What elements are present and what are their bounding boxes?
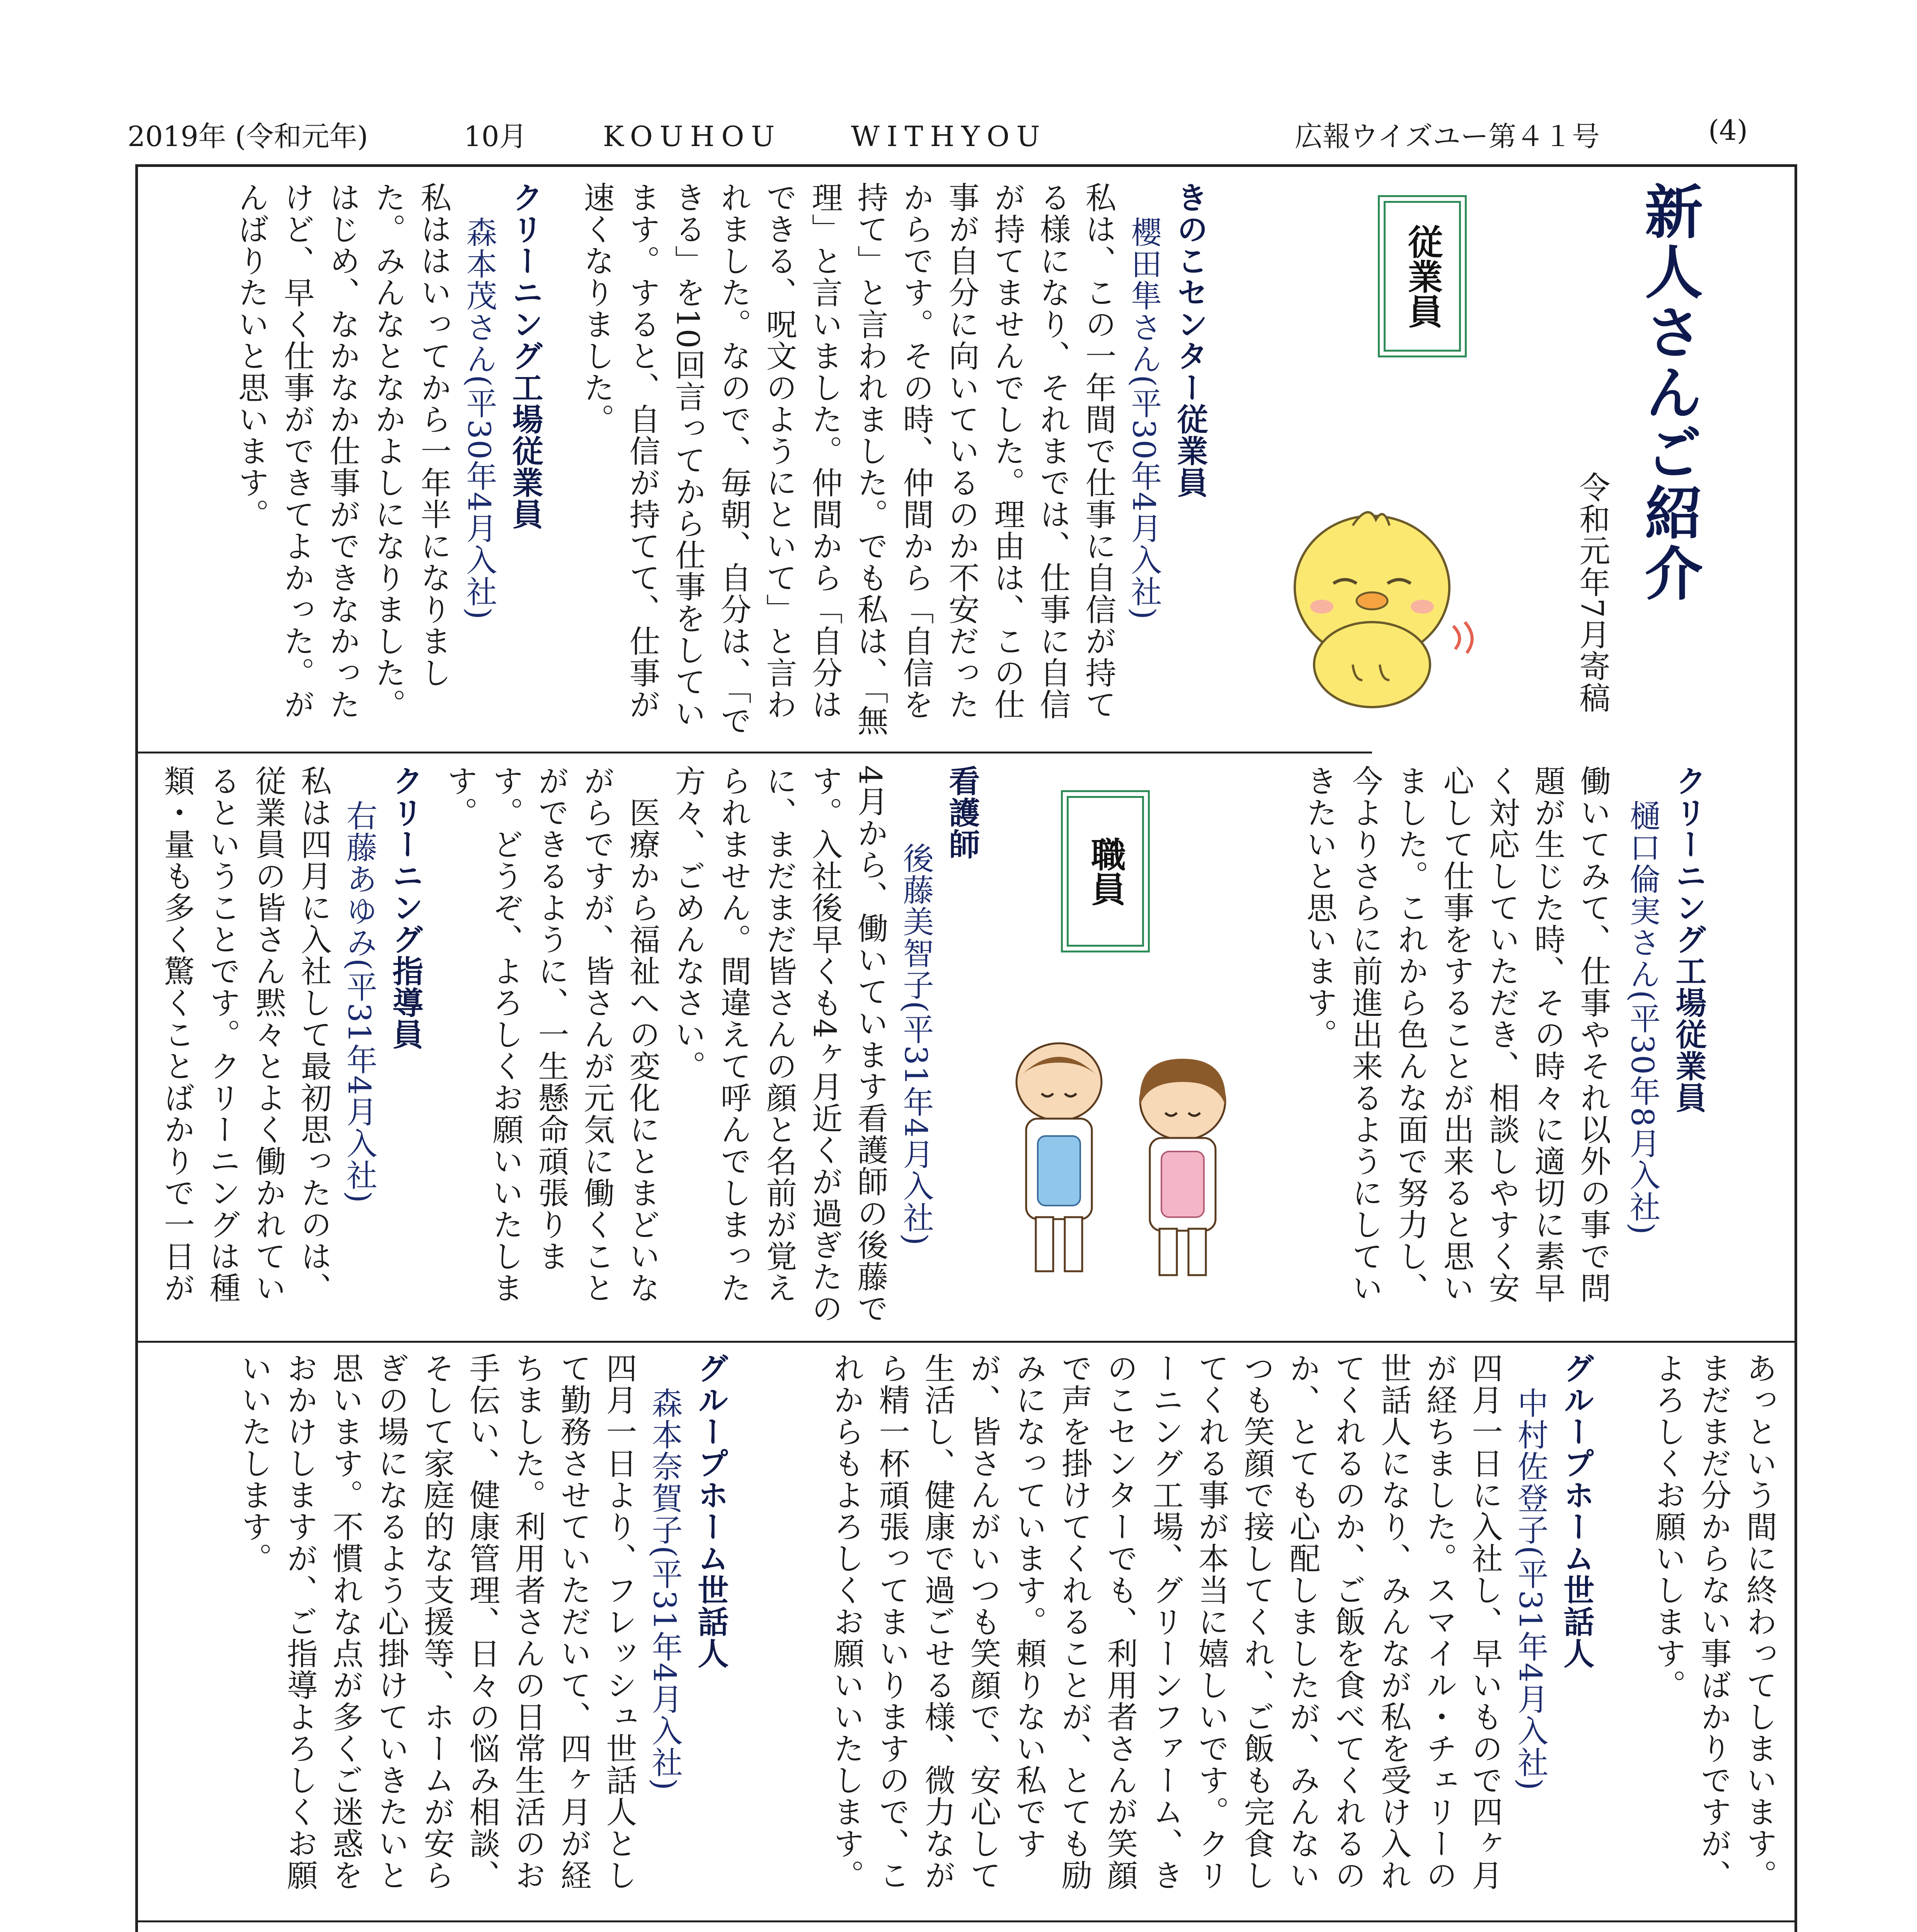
- header-month: 10月: [464, 120, 527, 153]
- morimoto-s-role: クリーニング工場従業員: [507, 182, 543, 530]
- row-divider-2: [135, 1341, 1797, 1343]
- morimoto-n-role: グループホーム世話人: [693, 1352, 729, 1669]
- uto-name: 右藤あゆみ(平31年4月入社): [341, 800, 377, 1204]
- bowing-staff-illustration: [989, 1036, 1252, 1287]
- morimoto-s-name: 森本茂さん(平30年4月入社): [461, 216, 497, 621]
- header-issue: 広報ウイズユー第４１号: [1295, 120, 1600, 153]
- header-date: 2019年 (令和元年): [128, 120, 368, 153]
- morimoto-s-body: 私ははいってから一年半になりました。みんなとなかよしになりました。はじめ、なかなか仕事ができなかったけど、早く仕事ができてよかった。がんばりたいと思います。: [233, 182, 451, 720]
- morimoto-n-name: 森本奈賀子(平31年4月入社): [647, 1387, 683, 1791]
- chick-illustration: [1256, 498, 1488, 715]
- sakurada-body: 私は、この一年間で仕事に自信が持てる様になり、それまでは、仕事に自信が持てませんでした。理由は、この仕事が自分に向いているのか不安だったからです。その時、仲間から「自信を持て」と言われました。でも私は、「無理」と言いました。仲間から「自分はできる、呪文のようにといて」と言われました。なので、毎朝、自分は、「できる」を10回言ってから仕事をしています。すると、自信が持てて、仕事が速くなりました。: [579, 182, 1116, 736]
- uto-body: 私は四月に入社して最初思ったのは、従業員の皆さん黙々とよく働かれているということです。クリーニングは種類・量も多く驚くことばかりで一日が: [159, 765, 332, 1304]
- header-masthead: KOUHOU WITHYOU: [603, 120, 1047, 153]
- higuchi-body: 働いてみて、仕事やそれ以外の事で問題が生じた時、その時々に適切に素早く対応していただき、相談しやすく安心して仕事をすることが出来ると思いました。これから色んな面で努力し、今よりさらに前進出来るようにしていきたいと思います。: [1301, 765, 1611, 1304]
- section-label-employees: 職員: [1067, 796, 1144, 947]
- higuchi-role: クリーニング工場従業員: [1670, 765, 1707, 1114]
- row-divider-1: [135, 752, 1372, 753]
- uto-role: クリーニング指導員: [387, 765, 424, 1050]
- nakamura-body: 四月一日に入社し、早いもので四ヶ月が経ちました。スマイル・チェリーの世話人になり、みんなが私を受け入れてくれるのか、ご飯を食べてくれるのか、とても心配しましたが、みんないつも笑顔で接してくれ、ご飯も完食してくれる事が本当に嬉しいです。クリーニング工場、グリーンファーム、きのこセンターでも、利用者さんが笑顔で声を掛けてくれることが、とても励みになっています。頼りない私ですが、皆さんがいつも笑顔で、安心して生活し、健康で過ごせる様、微力ながら精一杯頑張ってまいりますので、これからもよろしくお願いいたします。: [828, 1352, 1503, 1891]
- page-title: 新人さんご紹介: [1635, 182, 1703, 604]
- goto-body: 4月から、働いています看護師の後藤です。入社後早くも4ヶ月近くが過ぎたのに、まだまだ皆さんの顔と名前が覚えられません。間違えて呼んでしまった方々、ごめんなさい。 医療から福祉への変化にとまどいながらですが、皆さんが元気に働くことができるように、一生懸命頑張ります。どうぞ、よろしくお願いいたします。: [442, 765, 888, 1324]
- higuchi-name: 樋口倫実さん(平30年8月入社): [1624, 800, 1660, 1236]
- section-label-staff: 従業員: [1384, 201, 1461, 352]
- nakamura-role: グループホーム世話人: [1558, 1352, 1595, 1669]
- page-subtitle: 令和元年7月寄稿: [1574, 471, 1610, 714]
- goto-role: 看護師: [944, 765, 980, 860]
- morimoto-n-body: 四月一日より、フレッシュ世話人として勤務させていただいて、四ヶ月が経ちました。利用者さんの日常生活のお手伝い、健康管理、日々の悩み相談、そして家庭的な支援等、ホームが安らぎの場になるよう心掛けていきたいと思います。不慣れな点が多くご迷惑をおかけしますが、ご指導よろしくお願いいたします。: [236, 1352, 637, 1891]
- page-header: [0, 110, 1917, 156]
- row-divider-3: [135, 1920, 1797, 1922]
- uto-body-continued: あっという間に終わってしまいます。まだまだ分からない事ばかりですが、よろしくお願いします。: [1650, 1352, 1777, 1891]
- nakamura-name: 中村佐登子(平31年4月入社): [1512, 1387, 1548, 1791]
- header-page-number: (4): [1708, 114, 1748, 146]
- sakurada-role: きのこセンター従業員: [1172, 182, 1208, 498]
- goto-name: 後藤美智子(平31年4月入社): [898, 842, 934, 1247]
- sakurada-name: 櫻田隼さん(平30年4月入社): [1126, 216, 1162, 621]
